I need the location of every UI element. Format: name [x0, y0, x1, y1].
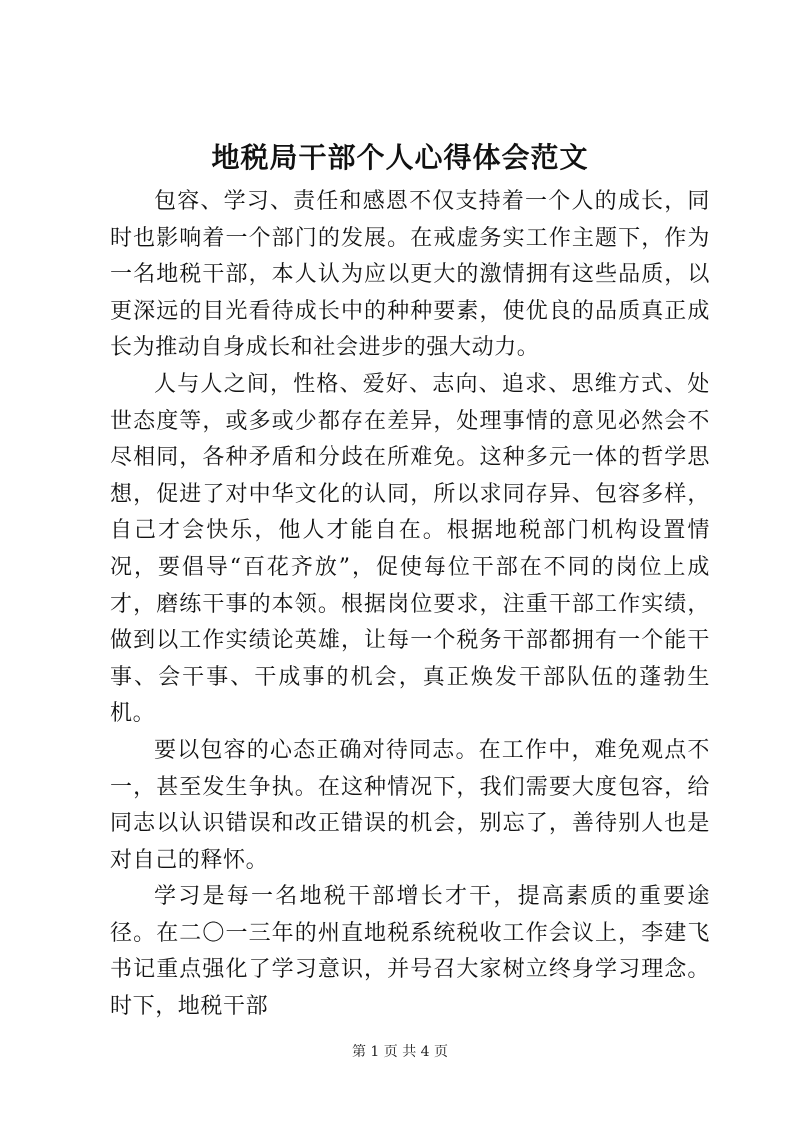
paragraph: 要以包容的心态正确对待同志。在工作中，难免观点不一，甚至发生争执。在这种情况下，我们需要大度包容，给同志以认识错误和改正错误的机会，别忘了，善待别人也是对自己的释怀。 — [110, 737, 710, 873]
document-body — [110, 184, 710, 1026]
paragraph: 人与人之间，性格、爱好、志向、追求、思维方式、处世态度等，或多或少都存在差异，处理事情的意见必然会不尽相同，各种矛盾和分歧在所难免。这种多元一体的哲学思想，促进了对中华文化的认同，所以求同存异、包容多样，自己才会快乐，他人才能自在。根据地税部门机构设置情况，要倡导“百花齐放”，促使每位干部在不同的岗位上成才，磨练干事的本领。根据岗位要求，注重干部工作实绩，做到以工作实绩论英雄，让每一个税务干部都拥有一个能干事、会干事、干成事的机会，真正焕发干部队伍的蓬勃生机。 — [110, 371, 710, 727]
paragraph: 包容、学习、责任和感恩不仅支持着一个人的成长，同时也影响着一个部门的发展。在戒虚务实工作主题下，作为一名地税干部，本人认为应以更大的激情拥有这些品质，以更深远的目光看待成长中的种种要素，使优良的品质真正成长为推动自身成长和社会进步的强大动力。 — [110, 189, 710, 361]
paragraph: 学习是每一名地税干部增长才干，提高素质的重要途径。在二〇一三年的州直地税系统税收工作会议上，李建飞书记重点强化了学习意识，并号召大家树立终身学习理念。时下，地税干部 — [110, 884, 710, 1020]
document-title: 地税局干部个人心得体会范文 — [211, 141, 589, 174]
page-number-footer: 第 1 页 共 4 页 — [351, 1044, 449, 1060]
